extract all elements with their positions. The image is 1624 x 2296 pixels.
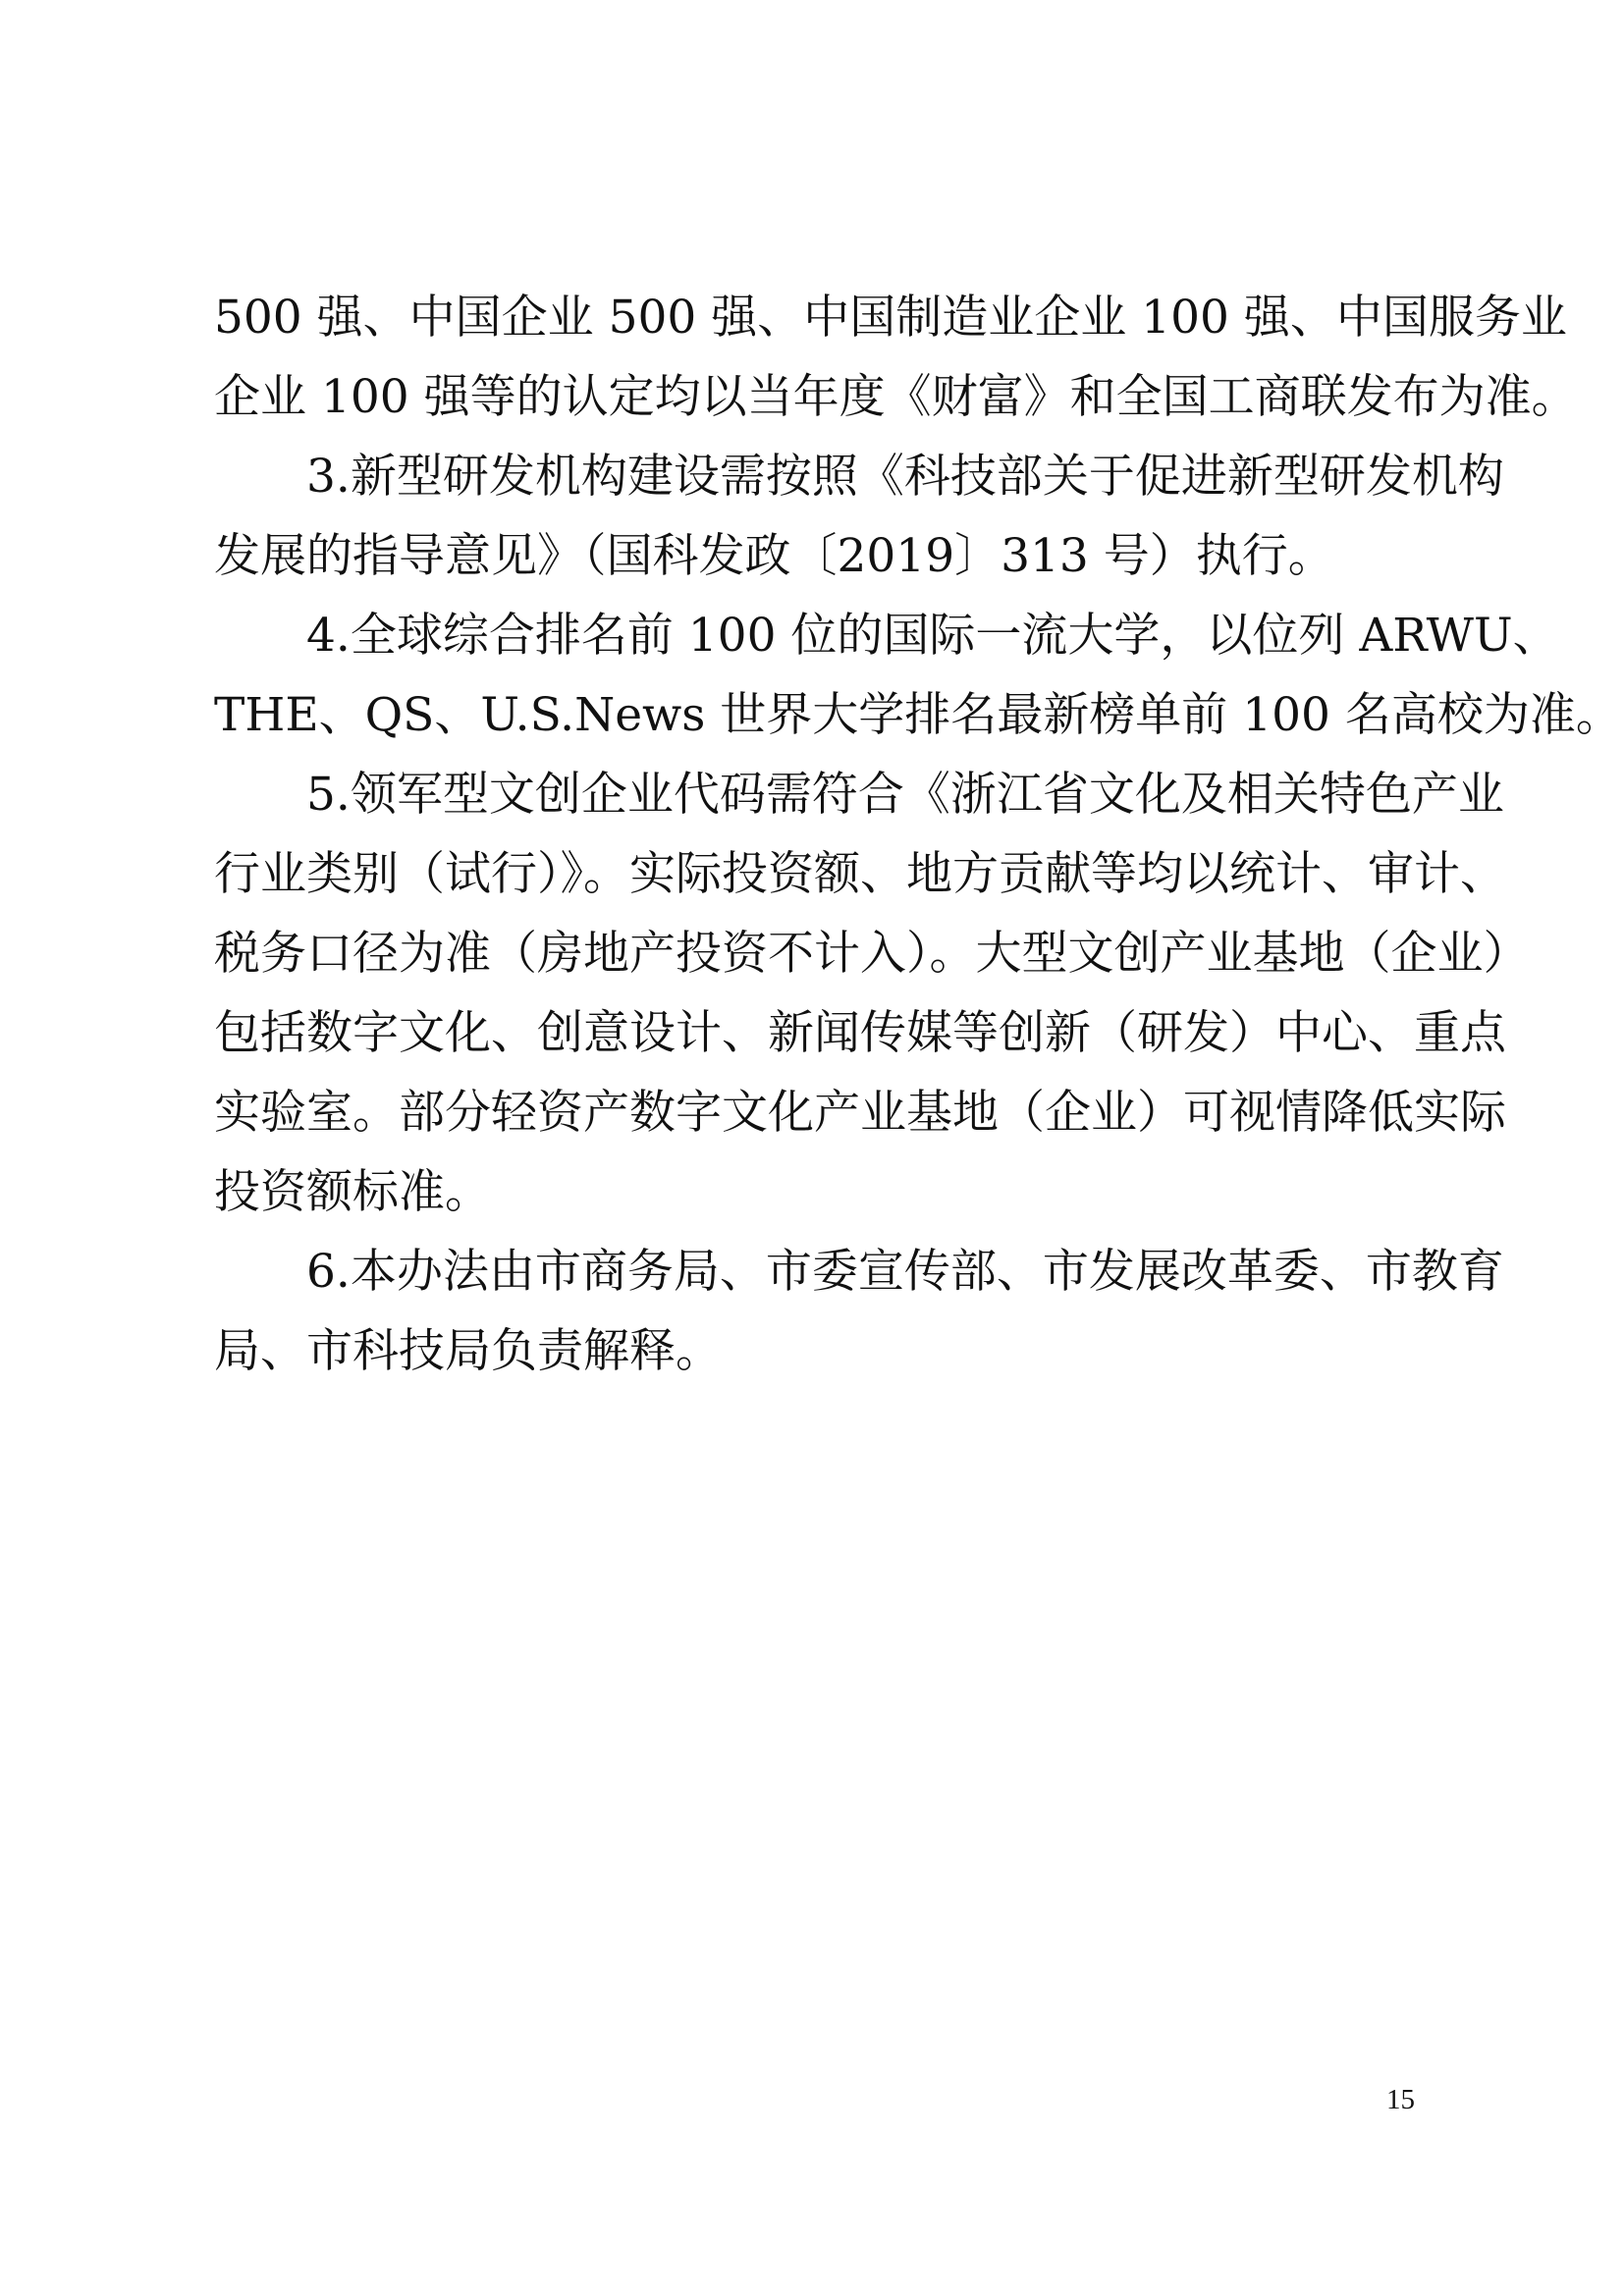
text-line-12: 投资额标准。 [214, 1165, 491, 1219]
text-line-11: 实验室。部分轻资产数字文化产业基地（企业）可视情降低实际 [214, 1086, 1506, 1140]
document-body [214, 278, 1622, 1391]
text-line-5: 4.全球综合排名前 100 位的国际一流大学，以位列 ARWU、 [214, 609, 1559, 663]
text-line-6: THE、QS、U.S.News 世界大学排名最新榜单前 100 名高校为准。 [214, 688, 1622, 742]
text-line-2: 企业 100 强等的认定均以当年度《财富》和全国工商联发布为准。 [214, 370, 1578, 424]
text-line-4: 发展的指导意见》（国科发政〔2019〕313 号）执行。 [214, 529, 1334, 583]
text-line-8: 行业类别（试行）》。实际投资额、地方贡献等均以统计、审计、 [214, 847, 1506, 901]
text-line-13: 6.本办法由市商务局、市委宣传部、市发展改革委、市教育 [214, 1245, 1504, 1299]
text-line-1: 500 强、中国企业 500 强、中国制造业企业 100 强、中国服务业 [214, 291, 1567, 345]
text-line-3: 3.新型研发机构建设需按照《科技部关于促进新型研发机构 [214, 450, 1504, 504]
page-number: 15 [1386, 2084, 1415, 2115]
text-line-14: 局、市科技局负责解释。 [214, 1324, 722, 1378]
text-line-9: 税务口径为准（房地产投资不计入）。大型文创产业基地（企业） [214, 927, 1530, 981]
text-line-7: 5.领军型文创企业代码需符合《浙江省文化及相关特色产业 [214, 768, 1504, 822]
text-line-10: 包括数字文化、创意设计、新闻传媒等创新（研发）中心、重点 [214, 1006, 1506, 1060]
